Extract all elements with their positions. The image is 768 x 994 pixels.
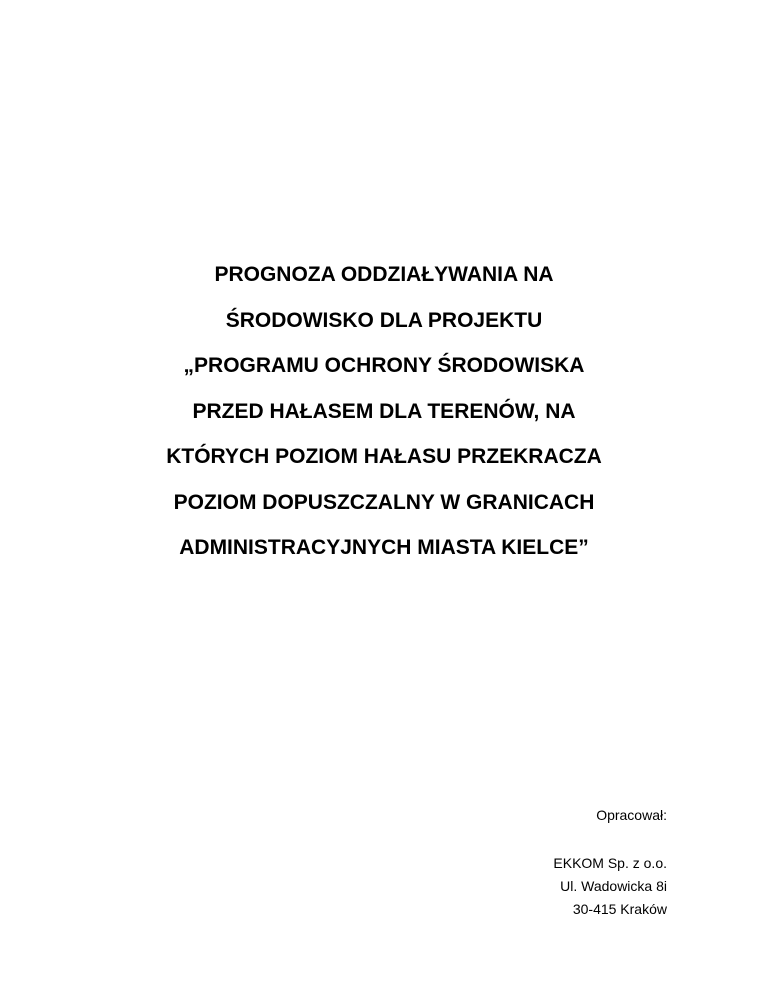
title-line: PRZED HAŁASEM DLA TERENÓW, NA xyxy=(192,399,576,423)
author-block xyxy=(553,805,667,921)
document-title xyxy=(0,252,768,571)
title-line: PROGNOZA ODDZIAŁYWANIA NA xyxy=(214,263,554,286)
author-label: Opracował: xyxy=(596,807,667,823)
title-line: KTÓRYCH POZIOM HAŁASU PRZEKRACZA xyxy=(166,445,602,468)
title-line: ŚRODOWISKO DLA PROJEKTU xyxy=(225,308,543,332)
city-address: 30-415 Kraków xyxy=(572,901,667,917)
title-line: ADMINISTRACYJNYCH MIASTA KIELCE” xyxy=(179,536,589,559)
company-name: EKKOM Sp. z o.o. xyxy=(553,855,667,871)
title-line: „PROGRAMU OCHRONY ŚRODOWISKA xyxy=(183,354,585,377)
street-address: Ul. Wadowicka 8i xyxy=(560,878,667,894)
title-line: POZIOM DOPUSZCZALNY W GRANICACH xyxy=(173,490,595,514)
